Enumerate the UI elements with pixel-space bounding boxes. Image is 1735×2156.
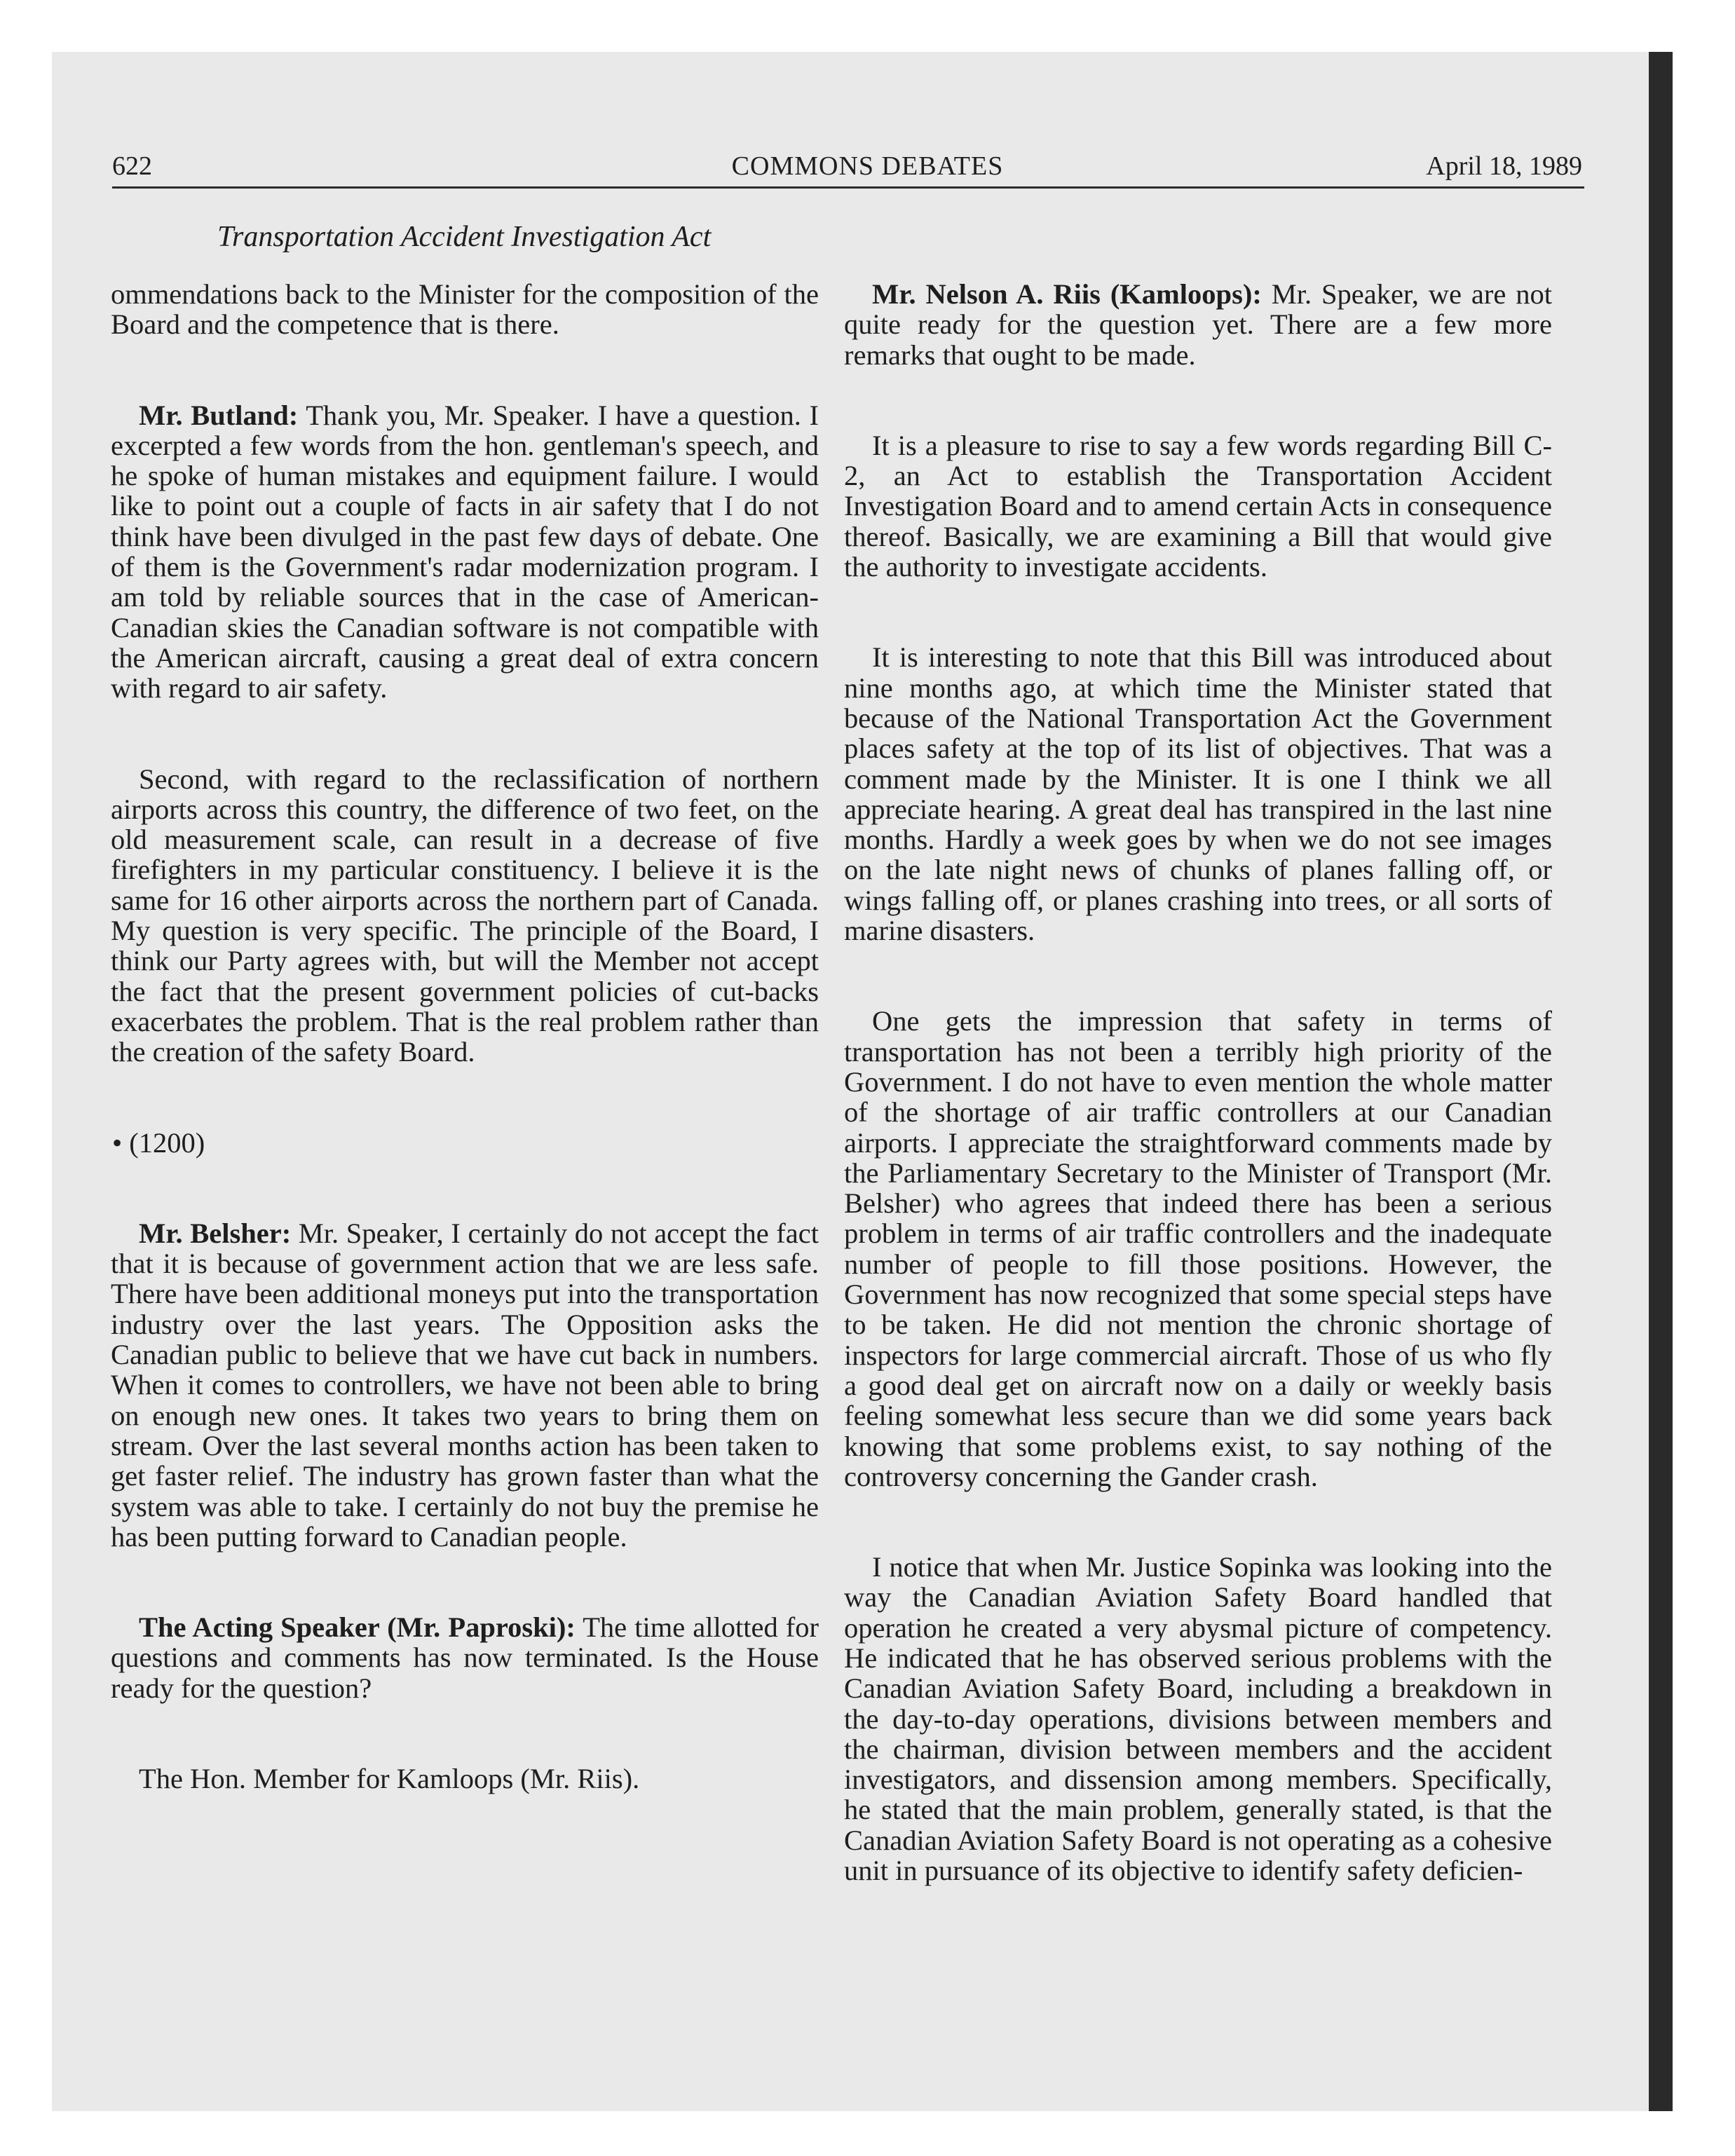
page-number: 622 [112, 151, 152, 181]
speech-text: Mr. Speaker, I certainly do not accept the fact that it is because of government action that we are less safe. There have been additional moneys put into the transportation industry over the last years. The Opposition asks the Canadian public to believe that we have cut back in numbers. When it comes to controllers, we have not been able to bring on enough new ones. It takes two years to bring them on stream. Over the last several months action has been taken to get faster relief. The industry has grown faster than what the system was able to take. I certainly do not buy the premise he has been putting forward to Canadian people. [111, 1217, 819, 1553]
paragraph [111, 400, 819, 704]
paragraph: I notice that when Mr. Justice Sopinka was looking into the way the Canadian Aviation Safety Board handled that operation he created a very abysmal picture of competency. He indicated that he has observed serious problems with the Canadian Aviation Safety Board, including a breakdown in the day-to-day operations, divisions between members and the chairman, division between members and the accident investigators, and dissension among members. Specifically, he stated that the main problem, generally stated, is that the Canadian Aviation Safety Board is not operating as a cohesive unit in pursuance of its objective to identify safety deficien- [844, 1551, 1552, 1887]
paragraph [111, 1612, 819, 1703]
left-column [111, 279, 819, 1794]
speaker-name: Mr. Butland: [139, 399, 299, 431]
paragraph [111, 1218, 819, 1552]
paragraph: It is interesting to note that this Bill was introduced about nine months ago, at which time the Minister stated that because of the National Transportation Act the Government places safety at the top of its list of objectives. That was a comment made by the Minister. It is one I think we all appreciate hearing. A great deal has transpired in the last nine months. Hardly a week goes by when we do not see images on the late night news of chunks of planes falling off, or wings falling off, or planes crashing into trees, or all sorts of marine disasters. [844, 641, 1552, 947]
speech-text: Thank you, Mr. Speaker. I have a question. I excerpted a few words from the hon. gentleman's speech, and he spoke of human mistakes and equipment failure. I would like to point out a couple of facts in air safety that I do not think have been divulged in the past few days of debate. One of them is the Government's radar modernization program. I am told by reliable sources that in the case of American-Canadian skies the Canadian software is not compatible with the American aircraft, causing a great deal of extra concern with regard to air safety. [111, 399, 819, 704]
journal-title: COMMONS DEBATES [731, 151, 1004, 181]
paragraph: It is a pleasure to rise to say a few words regarding Bill C-2, an Act to establish the Transportation Accident Investigation Board and to amend certain Acts in consequence thereof. Basically, we are examining a Bill that would give the authority to investigate accidents. [844, 429, 1552, 583]
paragraph [844, 279, 1552, 370]
right-column [844, 279, 1552, 1885]
speaker-name: Mr. Belsher: [139, 1217, 292, 1249]
page-spine-shadow [1649, 52, 1673, 2111]
paragraph: ommendations back to the Minister for the composition of the Board and the competence that is there. [111, 278, 819, 341]
time-marker: • (1200) [112, 1126, 205, 1159]
paragraph: The Hon. Member for Kamloops (Mr. Riis). [139, 1762, 640, 1794]
speech-text: Mr. Speaker, we are not quite ready for the question yet. There are a few more remarks that ought to be made. [844, 278, 1552, 371]
page-date: April 18, 1989 [1426, 151, 1582, 181]
paragraph: Second, with regard to the reclassification of northern airports across this country, the difference of two feet, on the old measurement scale, can result in a decrease of five firefighters in my particular constituency. I believe it is the same for 16 other airports across the northern part of Canada. My question is very specific. The principle of the Board, I think our Party agrees with, but will the Member not accept the fact that the present government policies of cut-backs exacerbates the problem. That is the real problem rather than the creation of the safety Board. [111, 763, 819, 1068]
speaker-name: Mr. Nelson A. Riis (Kamloops): [872, 278, 1262, 310]
speaker-name: The Acting Speaker (Mr. Paproski): [139, 1611, 576, 1644]
speech-text: The time allotted for questions and comments has now terminated. Is the House ready for the question? [111, 1611, 819, 1704]
paragraph: One gets the impression that safety in terms of transportation has not been a terribly high priority of the Government. I do not have to even mention the whole matter of the shortage of air traffic controllers at our Canadian airports. I appreciate the straightforward comments made by the Parliamentary Secretary to the Minister of Transport (Mr. Belsher) who agrees that indeed there has been a serious problem in terms of air traffic controllers and the inadequate number of people to fill those positions. However, the Government has now recognized that some special steps have to be taken. He did not mention the chronic shortage of inspectors for large commercial aircraft. Those of us who fly a good deal get on aircraft now on a daily or weekly basis feeling somewhat less secure than we did some years back knowing that some problems exist, to say nothing of the controversy concerning the Gander crash. [844, 1005, 1552, 1492]
running-title: Transportation Accident Investigation Act [217, 221, 712, 253]
header-rule [112, 186, 1584, 189]
